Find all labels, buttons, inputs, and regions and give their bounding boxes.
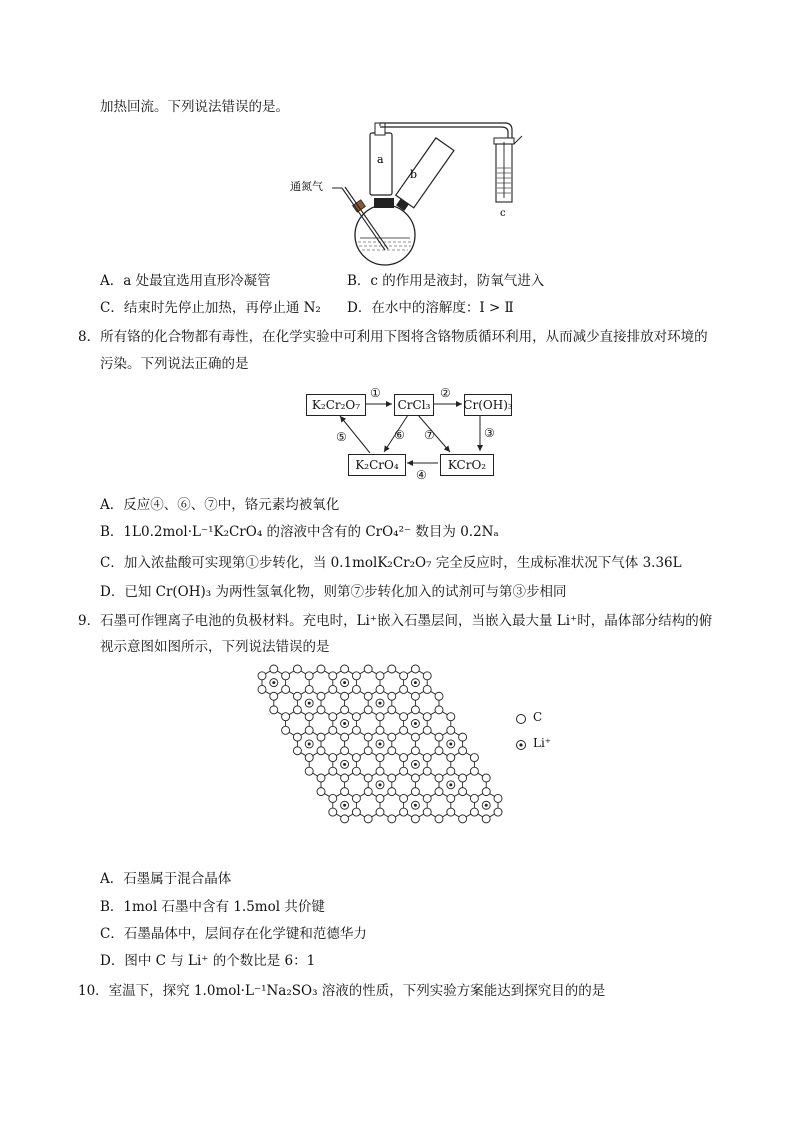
- q9-stem-line1: 9．石墨可作锂离子电池的负极材料。充电时，Li⁺嵌入石墨层间，当嵌入最大量 Li⁺时，晶体部分结构的俯: [78, 613, 713, 629]
- lithium-ion: [411, 720, 419, 728]
- carbon-atom: [341, 692, 349, 700]
- legend-c: C: [533, 710, 543, 724]
- q7-option-d: D．在水中的溶解度：I > Ⅱ: [347, 300, 514, 316]
- carbon-atom: [258, 672, 266, 680]
- carbon-atom: [364, 692, 372, 700]
- step-7-label: ⑦: [424, 428, 435, 442]
- carbon-atom: [376, 726, 384, 734]
- carbon-atom: [341, 815, 349, 823]
- carbon-atom: [447, 713, 455, 721]
- carbon-atom: [400, 754, 408, 762]
- carbon-atom: [282, 713, 290, 721]
- lithium-ion: [447, 740, 455, 748]
- carbon-atom: [447, 726, 455, 734]
- carbon-atom: [364, 706, 372, 714]
- carbon-atom: [400, 808, 408, 816]
- carbon-atom: [317, 665, 325, 673]
- graphite-lithium-lattice-figure: [255, 662, 505, 842]
- croh3-box: Cr(OH)₃: [464, 394, 512, 416]
- carbon-atom: [423, 794, 431, 802]
- carbon-atom: [470, 794, 478, 802]
- carbon-atom: [435, 692, 443, 700]
- carbon-atom: [341, 747, 349, 755]
- carbon-atom: [341, 774, 349, 782]
- carbon-atom: [494, 808, 502, 816]
- q9-option-a: A．石墨属于混合晶体: [100, 871, 232, 887]
- carbon-atom: [435, 733, 443, 741]
- carbon-atom: [317, 733, 325, 741]
- carbon-atom: [305, 685, 313, 693]
- carbon-atom: [459, 774, 467, 782]
- carbon-atom: [411, 747, 419, 755]
- carbon-atom: [293, 733, 301, 741]
- carbon-atom: [470, 808, 478, 816]
- q10-stem: 10．室温下，探究 1.0mol·L⁻¹Na₂SO₃ 溶液的性质，下列实验方案能达到探究目的的是: [78, 983, 606, 999]
- q7-option-a: A．a 处最宜选用直形冷凝管: [100, 273, 271, 289]
- label-a: a: [377, 153, 384, 166]
- carbon-atom: [329, 808, 337, 816]
- carbon-atom: [376, 713, 384, 721]
- step-2-label: ②: [440, 386, 451, 400]
- carbon-atom: [411, 815, 419, 823]
- carbon-atom: [411, 774, 419, 782]
- carbon-atom: [341, 788, 349, 796]
- carbon-atom: [282, 685, 290, 693]
- carbon-atom: [270, 706, 278, 714]
- label-b: b: [410, 168, 418, 181]
- carbon-atom: [388, 747, 396, 755]
- carbon-atom: [329, 726, 337, 734]
- carbon-atom: [376, 808, 384, 816]
- carbon-atom: [388, 706, 396, 714]
- carbon-atom: [494, 794, 502, 802]
- carbon-atom: [329, 685, 337, 693]
- carbon-atom: [435, 788, 443, 796]
- carbon-atom: [435, 747, 443, 755]
- lithium-ion: [482, 801, 490, 809]
- kcro2-box: KCrO₂: [440, 454, 494, 476]
- chromium-cycle-diagram: [300, 386, 520, 482]
- q8-stem-line2: 污染。下列说法正确的是: [100, 356, 249, 372]
- carbon-atom: [364, 815, 372, 823]
- carbon-atom: [270, 665, 278, 673]
- carbon-atom: [435, 815, 443, 823]
- carbon-atom: [329, 713, 337, 721]
- carbon-atom: [376, 685, 384, 693]
- lithium-ion: [305, 699, 313, 707]
- carbon-atom: [459, 788, 467, 796]
- step-1-label: ①: [370, 386, 381, 400]
- carbon-atom: [329, 754, 337, 762]
- step-4-label: ④: [416, 468, 427, 482]
- carbon-atom: [400, 726, 408, 734]
- carbon-atom: [352, 794, 360, 802]
- q9-option-d: D．图中 C 与 Li⁺ 的个数比是 6：1: [100, 953, 316, 969]
- k2cr2o7-box: K₂Cr₂O₇: [306, 394, 366, 416]
- carbon-atom: [352, 726, 360, 734]
- carbon-atom: [282, 672, 290, 680]
- carbon-atom: [470, 754, 478, 762]
- reflux-apparatus-figure: [290, 118, 540, 268]
- carbon-atom: [447, 794, 455, 802]
- carbon-atom: [352, 767, 360, 775]
- carbon-atom: [293, 665, 301, 673]
- q8-option-b: B．1L0.2mol·L⁻¹K₂CrO₄ 的溶液中含有的 CrO₄²⁻ 数目为 0.2Nₐ: [100, 524, 499, 540]
- carbon-atom: [376, 794, 384, 802]
- carbon-atom: [423, 685, 431, 693]
- carbon-atom: [423, 767, 431, 775]
- carbon-atom: [364, 774, 372, 782]
- carbon-atom: [435, 774, 443, 782]
- carbon-atom: [305, 672, 313, 680]
- q8-option-c: C．加入浓盐酸可实现第①步转化，当 0.1molK₂Cr₂O₇ 完全反应时，生成标准状况下气体 3.36L: [100, 555, 682, 571]
- k2cro4-box: K₂CrO₄: [348, 454, 406, 476]
- q7-intro-tail: 加热回流。下列说法错误的是。: [100, 99, 289, 115]
- carbon-atom: [447, 808, 455, 816]
- carbon-atom: [341, 706, 349, 714]
- carbon-atom: [317, 774, 325, 782]
- carbon-atom: [352, 808, 360, 816]
- carbon-atom: [388, 774, 396, 782]
- nitrogen-inlet-label: 通氮气: [290, 180, 323, 193]
- lithium-ion: [341, 720, 349, 728]
- carbon-atom: [341, 733, 349, 741]
- carbon-atom: [364, 665, 372, 673]
- lattice-legend: [515, 710, 575, 760]
- lithium-ion: [376, 740, 384, 748]
- step-6-label: ⑥: [394, 428, 405, 442]
- carbon-atom: [282, 726, 290, 734]
- carbon-atom: [459, 815, 467, 823]
- carbon-atom: [352, 713, 360, 721]
- carbon-atom: [400, 672, 408, 680]
- carbon-atom: [435, 706, 443, 714]
- carbon-atom: [329, 794, 337, 802]
- lithium-ion: [341, 679, 349, 687]
- legend-li: Li⁺: [533, 736, 552, 750]
- carbon-atom: [352, 754, 360, 762]
- carbon-atom: [411, 665, 419, 673]
- carbon-atom: [423, 713, 431, 721]
- carbon-atom: [388, 692, 396, 700]
- lithium-ion: [411, 801, 419, 809]
- carbon-atom: [258, 685, 266, 693]
- carbon-atom: [317, 706, 325, 714]
- carbon-atom: [400, 685, 408, 693]
- carbon-atom: [411, 788, 419, 796]
- carbon-atom: [364, 788, 372, 796]
- carbon-atom: [411, 692, 419, 700]
- lithium-ion: [411, 679, 419, 687]
- carbon-atom: [317, 747, 325, 755]
- carbon-atom: [305, 767, 313, 775]
- step-5-label: ⑤: [336, 430, 347, 444]
- lithium-ion: [376, 781, 384, 789]
- lithium-ion: [305, 740, 313, 748]
- carbon-atom: [400, 713, 408, 721]
- carbon-atom: [388, 665, 396, 673]
- step-3-label: ③: [484, 426, 495, 440]
- carbon-atom: [305, 726, 313, 734]
- carbon-atom: [305, 754, 313, 762]
- carbon-atom: [388, 788, 396, 796]
- carbon-atom: [423, 726, 431, 734]
- carbon-atom: [293, 692, 301, 700]
- lithium-ion: [447, 781, 455, 789]
- carbon-atom: [341, 665, 349, 673]
- carbon-atom: [447, 767, 455, 775]
- carbon-atom: [376, 754, 384, 762]
- q7-option-c: C．结束时先停止加热，再停止通 N₂: [100, 300, 321, 316]
- carbon-atom: [423, 754, 431, 762]
- carbon-atom: [293, 747, 301, 755]
- carbon-atom: [376, 672, 384, 680]
- lithium-ion: [411, 760, 419, 768]
- carbon-atom: [423, 672, 431, 680]
- carbon-atom: [411, 733, 419, 741]
- carbon-atom: [364, 733, 372, 741]
- carbon-atom: [317, 788, 325, 796]
- q9-option-c: C．石墨晶体中，层间存在化学键和范德华力: [100, 926, 367, 942]
- carbon-atom: [388, 815, 396, 823]
- q8-option-a: A．反应④、⑥、⑦中，铬元素均被氧化: [100, 497, 340, 513]
- lithium-ion: [341, 760, 349, 768]
- carbon-atom: [447, 754, 455, 762]
- q8-stem-line1: 8．所有铬的化合物都有毒性，在化学实验中可利用下图将含铬物质循环利用，从而减少直接排放对环境的: [78, 329, 708, 345]
- carbon-atom: [329, 672, 337, 680]
- carbon-atom: [376, 767, 384, 775]
- q8-option-d: D．已知 Cr(OH)₃ 为两性氢氧化物，则第⑦步转化加入的试剂可与第③步相同: [100, 584, 567, 600]
- carbon-atom: [400, 794, 408, 802]
- carbon-atom: [329, 767, 337, 775]
- lithium-ion: [270, 679, 278, 687]
- carbon-atom: [423, 808, 431, 816]
- carbon-atom: [459, 733, 467, 741]
- carbon-atom: [459, 747, 467, 755]
- carbon-atom: [482, 774, 490, 782]
- carbon-atom: [470, 767, 478, 775]
- label-c: c: [500, 208, 506, 219]
- carbon-atom: [482, 788, 490, 796]
- carbon-atom: [364, 747, 372, 755]
- lithium-ion: [376, 699, 384, 707]
- carbon-atom: [352, 672, 360, 680]
- q7-option-b: B．c 的作用是液封，防氧气进入: [347, 273, 545, 289]
- q9-option-b: B．1mol 石墨中含有 1.5mol 共价键: [100, 899, 325, 915]
- carbon-atom: [352, 685, 360, 693]
- carbon-atom: [482, 815, 490, 823]
- carbon-atom: [305, 713, 313, 721]
- carbon-atom: [400, 767, 408, 775]
- carbon-atom: [270, 692, 278, 700]
- carbon-atom: [388, 733, 396, 741]
- lithium-ion: [341, 801, 349, 809]
- carbon-atom: [317, 692, 325, 700]
- crcl3-box: CrCl₃: [394, 394, 434, 416]
- carbon-atom: [411, 706, 419, 714]
- q9-stem-line2: 视示意图如图所示，下列说法错误的是: [100, 639, 330, 655]
- carbon-atom: [293, 706, 301, 714]
